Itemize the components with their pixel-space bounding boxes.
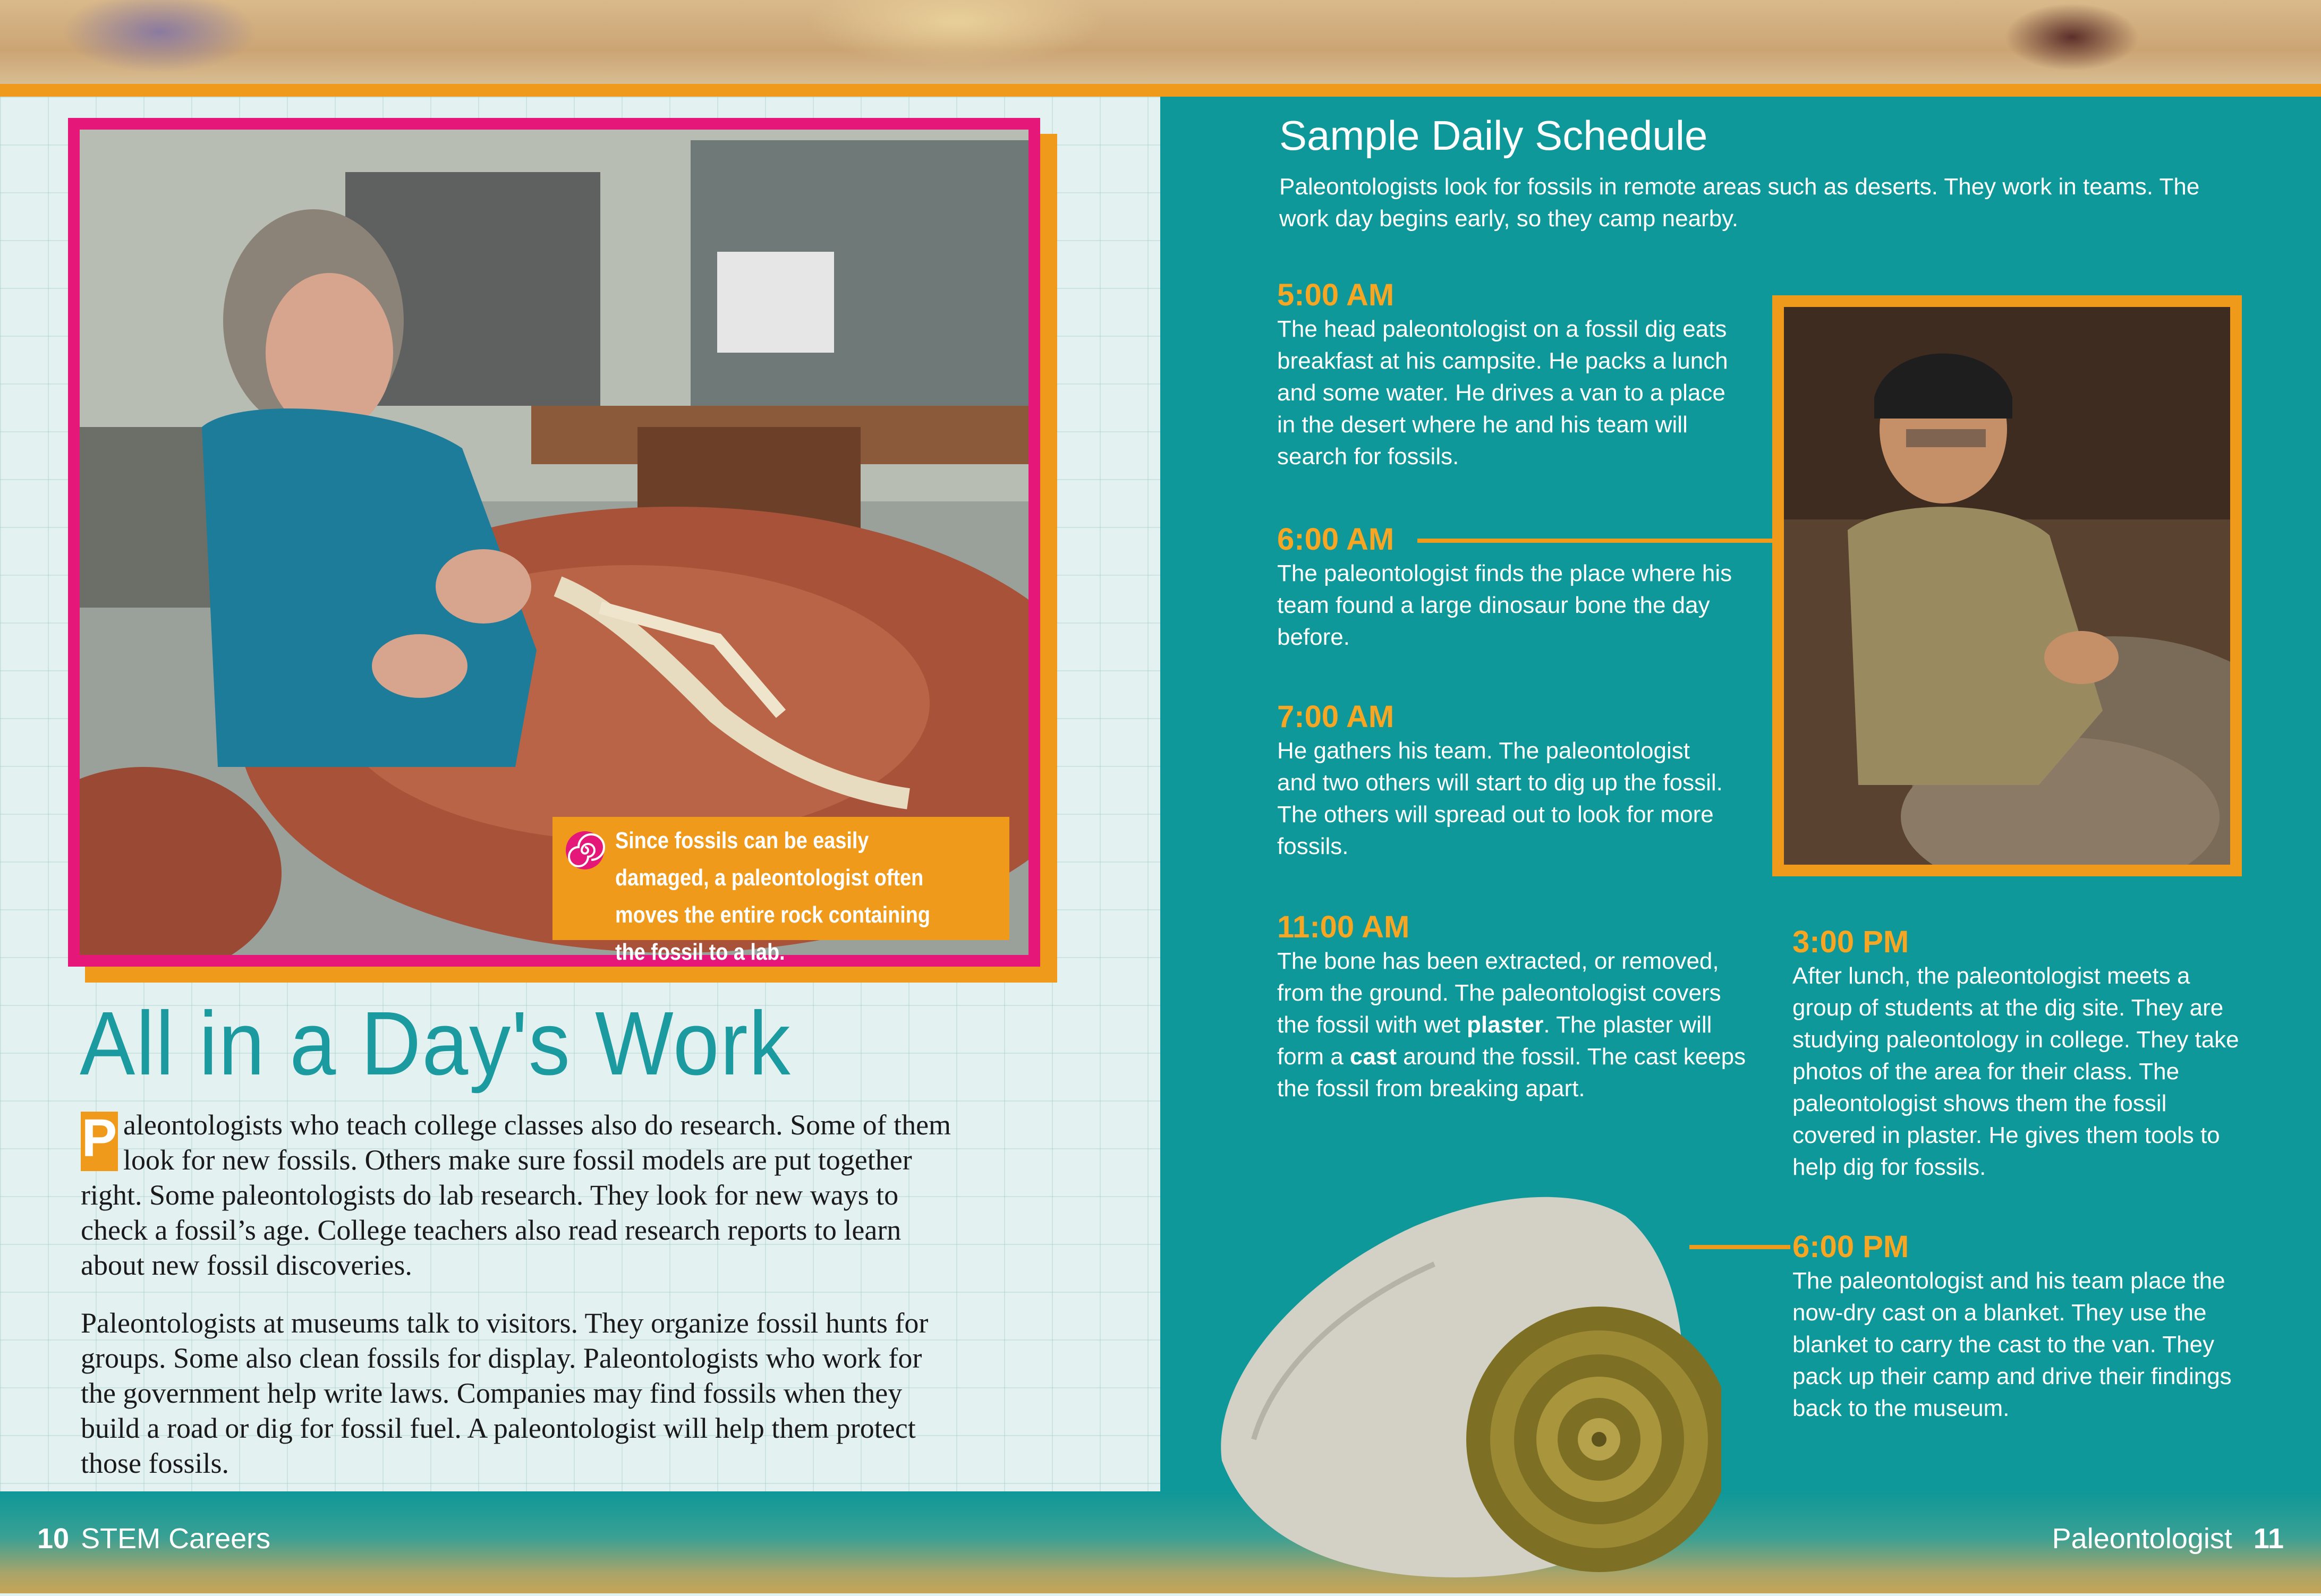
schedule-text: The head paleontologist on a fossil dig eats breakfast at his campsite. He packs a lunch and some water. He drives a van to a place in the desert where he and his team will search for fossils. (1277, 316, 1728, 470)
schedule-time: 6:00 AM (1277, 522, 1395, 557)
footer-right (2052, 1522, 2284, 1555)
schedule-entry (1277, 699, 1734, 863)
footer-bar (0, 1491, 2321, 1593)
top-divider (0, 84, 2321, 97)
schedule-text: The paleontologist and his team place the now-dry cast on a blanket. They use the blanket to carry the cast to the van. They pack up their camp and drive their findings back to the museum. (1792, 1268, 2232, 1421)
schedule-entry (1792, 1229, 2249, 1424)
footer-left (37, 1522, 270, 1555)
schedule-text-part: The bone has been extracted, or removed, from the ground. The paleontologist covers the fossil with wet (1277, 948, 1721, 1038)
footer-series-label: STEM Careers (81, 1523, 271, 1555)
schedule-time: 3:00 PM (1792, 925, 1909, 959)
body-paragraph-1-text: aleontologists who teach college classes also do research. Some of them look for new fossils. Others make sure fossil models are put together right. Some paleontologists do lab research. They look for new ways to check a fossil’s age. College teachers also read research reports to learn about new fossil discoveries. (81, 1109, 951, 1281)
ammonite-icon (564, 830, 606, 871)
schedule-entry (1792, 924, 2249, 1183)
schedule-entry (1277, 277, 1734, 473)
body-paragraph-2: Paleontologists at museums talk to visitors. They organize fossil hunts for groups. Some also clean fossils for display. Paleontologists who work for the government help write laws. Companies may find fossils when they build a road or dig for fossil fuel. A paleontologist will help them protect those fossils. (81, 1307, 929, 1479)
schedule-time: 7:00 AM (1277, 699, 1395, 734)
schedule-entry (1277, 522, 1745, 653)
photo-caption: Since fossils can be easily damaged, a paleontologist often moves the entire rock containing the fossil to a lab. (615, 827, 930, 965)
schedule-title: Sample Daily Schedule (1279, 112, 1708, 159)
drop-cap: P (81, 1112, 118, 1171)
schedule-text (1277, 945, 1750, 1105)
dig-site-photo (1784, 307, 2230, 865)
glossary-term: plaster (1467, 1012, 1544, 1038)
glossary-term: cast (1349, 1044, 1397, 1070)
page-number-left: 10 (37, 1523, 70, 1555)
schedule-text: He gathers his team. The paleontologist and two others will start to dig up the fossil. The others will spread out to look for more fossils. (1277, 738, 1723, 859)
schedule-time: 11:00 AM (1277, 910, 1410, 944)
body-paragraph-1 (81, 1107, 952, 1283)
schedule-text: The paleontologist finds the place where his team found a large dinosaur bone the day before. (1277, 560, 1732, 650)
schedule-intro: Paleontologists look for fossils in remote areas such as deserts. They work in teams. The work day begins early, so they camp nearby. (1279, 174, 2200, 232)
rock-texture-banner (0, 0, 2321, 84)
schedule-time: 6:00 PM (1792, 1230, 1909, 1264)
page-number-right: 11 (2253, 1523, 2284, 1555)
footer-chapter-label: Paleontologist (2052, 1523, 2232, 1555)
schedule-entry (1277, 909, 1750, 1105)
schedule-text-part: . The plaster will form a (1277, 1012, 1712, 1070)
page-title: All in a Day's Work (80, 993, 792, 1094)
schedule-time: 5:00 AM (1277, 278, 1395, 312)
schedule-text-part: around the fossil. The cast keeps the fossil from breaking apart. (1277, 1044, 1746, 1102)
ammonite-fossil-image (1190, 1142, 1721, 1593)
schedule-text: After lunch, the paleontologist meets a group of students at the dig site. They are studying paleontology in college. They take photos of the area for their class. The paleontologist shows them the fossil covered in plaster. He gives them tools to help dig for fossils. (1792, 963, 2239, 1180)
